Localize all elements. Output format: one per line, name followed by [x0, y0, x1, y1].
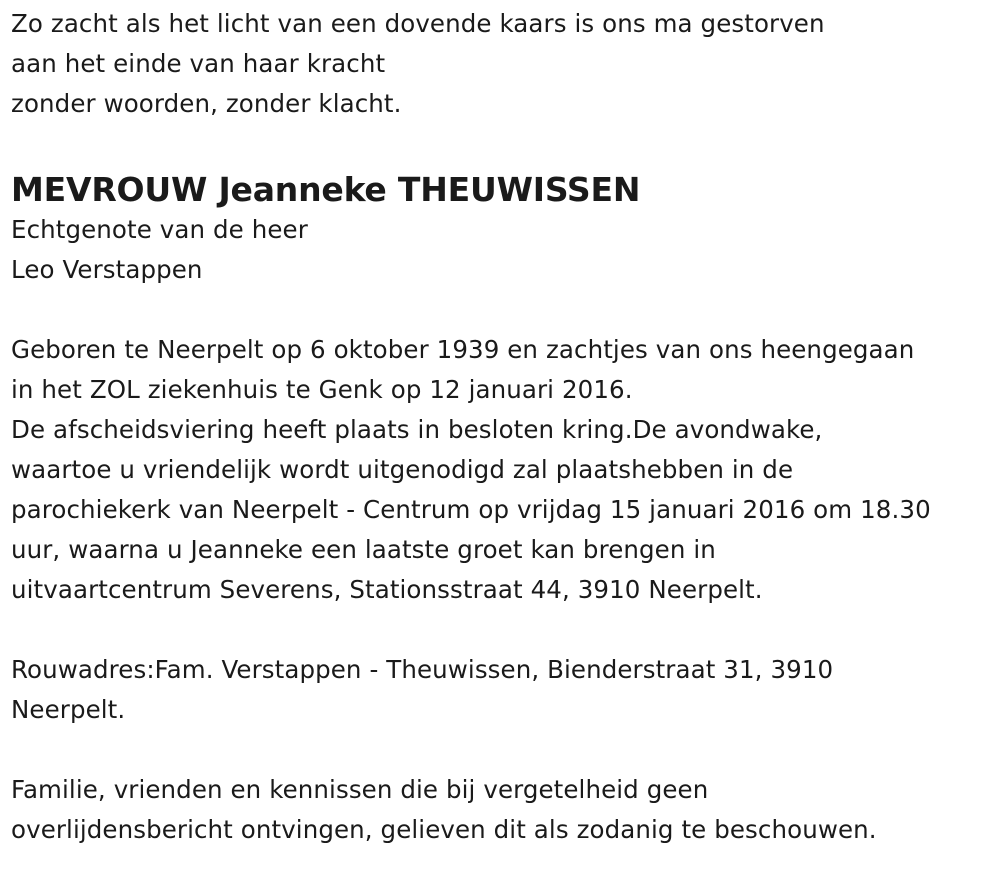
details-line: De afscheidsviering heeft plaats in besloten kring.De avondwake, — [11, 415, 823, 444]
deceased-name: MEVROUW Jeanneke THEUWISSEN — [11, 170, 641, 209]
spacer — [11, 290, 996, 330]
details-line: parochiekerk van Neerpelt - Centrum op vrijdag 15 januari 2016 om 18.30 — [11, 495, 931, 524]
poem-line: aan het einde van haar kracht — [11, 49, 386, 78]
address-line: Neerpelt. — [11, 695, 126, 724]
details-line: uitvaartcentrum Severens, Stationsstraat 44, 3910 Neerpelt. — [11, 575, 763, 604]
notice-line: overlijdensbericht ontvingen, gelieven dit als zodanig te beschouwen. — [11, 815, 877, 844]
notice-line: Familie, vrienden en kennissen die bij vergetelheid geen — [11, 775, 709, 804]
obituary-notice — [11, 4, 996, 850]
spouse-name: Leo Verstappen — [11, 255, 203, 284]
mourning-address — [11, 650, 996, 730]
poem-line: Zo zacht als het licht van een dovende kaars is ons ma gestorven — [11, 9, 825, 38]
notice-paragraph — [11, 770, 996, 850]
spacer — [11, 730, 996, 770]
details-line: uur, waarna u Jeanneke een laatste groet kan brengen in — [11, 535, 716, 564]
relation-text: Echtgenote van de heer — [11, 215, 308, 244]
poem — [11, 4, 996, 124]
details-line: waartoe u vriendelijk wordt uitgenodigd zal plaatshebben in de — [11, 455, 794, 484]
details-paragraph — [11, 330, 996, 610]
spacer — [11, 610, 996, 650]
poem-line: zonder woorden, zonder klacht. — [11, 89, 402, 118]
details-line: Geboren te Neerpelt op 6 oktober 1939 en zachtjes van ons heengegaan — [11, 335, 915, 364]
details-line: in het ZOL ziekenhuis te Genk op 12 januari 2016. — [11, 375, 633, 404]
address-line: Rouwadres:Fam. Verstappen - Theuwissen, Bienderstraat 31, 3910 — [11, 655, 834, 684]
